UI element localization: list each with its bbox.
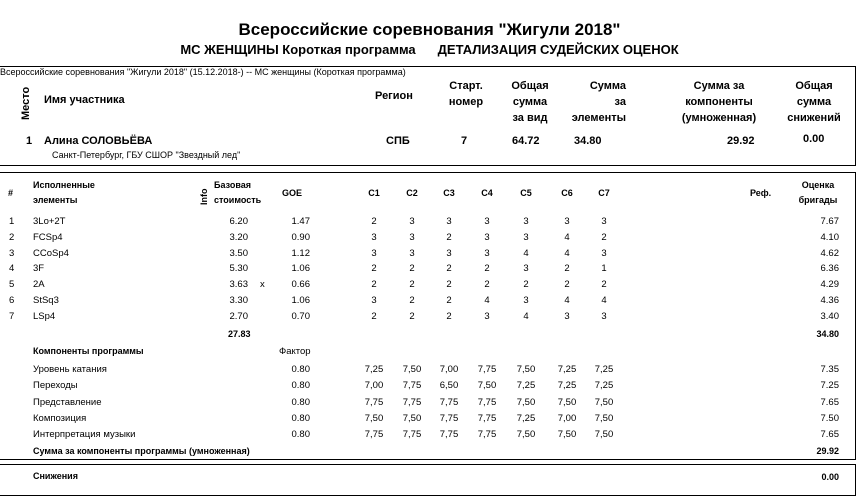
component-factor: 0.80 <box>291 429 310 440</box>
judge-mark: 3 <box>409 216 415 227</box>
element-goe: 0.66 <box>291 279 310 291</box>
judge-mark: 7,75 <box>477 429 497 440</box>
judge-mark: 3 <box>523 263 529 275</box>
element-goe: 1.06 <box>291 263 310 275</box>
element-goe: 1.12 <box>291 247 310 259</box>
judge-mark: 7,50 <box>516 364 536 375</box>
judge-mark: 2 <box>446 263 452 275</box>
components-total-label: Сумма за компоненты программы (умноженная) <box>33 446 250 456</box>
info-header: Info <box>199 188 209 205</box>
judge-mark: 7,50 <box>594 397 614 408</box>
judge-mark: 7,50 <box>402 364 422 375</box>
deductions-label: Снижения <box>33 471 78 481</box>
judge-mark: 2 <box>564 279 570 291</box>
judge-mark: 7,75 <box>402 397 422 408</box>
event-line: Всероссийские соревнования "Жигули 2018" (15.12.2018-) -- МС женщины (Короткая программа) <box>0 67 406 77</box>
judge-header: С4 <box>481 188 493 198</box>
judge-mark: 2 <box>446 231 452 243</box>
judge-mark: 4 <box>601 295 607 306</box>
component-name: Уровень катания <box>33 364 107 375</box>
elements-header: Сумма за элементы <box>571 80 626 124</box>
judge-header: С5 <box>520 188 532 198</box>
judge-mark: 7,00 <box>557 413 577 424</box>
skater-name: Алина СОЛОВЬЁВА <box>44 135 153 147</box>
element-name: 3Lo+2T <box>33 216 66 227</box>
judge-mark: 7,50 <box>477 380 497 391</box>
judge-mark: 7,25 <box>516 380 536 391</box>
judge-mark: 4 <box>564 247 570 259</box>
judge-mark: 3 <box>523 295 529 306</box>
judge-mark: 7,75 <box>402 380 422 391</box>
element-score: 4.62 <box>820 247 839 259</box>
element-num: 7 <box>9 310 15 322</box>
element-score: 7.67 <box>820 216 839 227</box>
component-factor: 0.80 <box>291 413 310 424</box>
judge-mark: 3 <box>446 216 452 227</box>
element-num: 1 <box>9 216 15 227</box>
judge-mark: 7,00 <box>364 380 384 391</box>
skater-club: Санкт-Петербург, ГБУ СШОР "Звездный лед" <box>52 150 241 160</box>
component-name: Переходы <box>33 380 78 391</box>
judge-mark: 4 <box>564 295 570 306</box>
page-subtitle <box>0 42 859 57</box>
judge-mark: 2 <box>409 263 415 275</box>
element-base: 3.30 <box>229 295 248 306</box>
judge-mark: 3 <box>564 216 570 227</box>
judge-mark: 2 <box>409 295 415 306</box>
judge-mark: 7,75 <box>364 429 384 440</box>
component-score: 7.25 <box>820 380 839 391</box>
judge-mark: 2 <box>446 310 452 322</box>
elements-total-base: 27.83 <box>228 329 251 339</box>
judge-mark: 7,50 <box>557 429 577 440</box>
judge-mark: 3 <box>523 216 529 227</box>
judge-header: С3 <box>443 188 455 198</box>
judge-mark: 7,25 <box>364 364 384 375</box>
element-base: 3.63 <box>229 279 248 291</box>
element-score: 4.10 <box>820 231 839 243</box>
element-base: 2.70 <box>229 310 248 322</box>
judge-mark: 3 <box>484 231 490 243</box>
element-goe: 1.06 <box>291 295 310 306</box>
page-title: Всероссийские соревнования "Жигули 2018" <box>238 20 621 39</box>
judge-mark: 2 <box>409 310 415 322</box>
elements-total-score: 34.80 <box>816 329 839 339</box>
judge-mark: 3 <box>484 247 490 259</box>
skater-place: 1 <box>26 135 33 147</box>
judge-mark: 3 <box>523 231 529 243</box>
element-base: 3.20 <box>229 231 248 243</box>
judge-mark: 3 <box>601 247 607 259</box>
element-name: 3F <box>33 263 45 275</box>
element-score: 6.36 <box>820 263 839 275</box>
judge-mark: 2 <box>446 295 452 306</box>
element-goe: 1.47 <box>291 216 310 227</box>
judge-mark: 7,50 <box>364 413 384 424</box>
element-score: 4.29 <box>820 279 839 291</box>
judge-mark: 7,50 <box>402 413 422 424</box>
judge-mark: 7,75 <box>402 429 422 440</box>
element-name: 2A <box>33 279 45 291</box>
details-box <box>0 172 856 460</box>
element-base: 3.50 <box>229 247 248 259</box>
judge-mark: 3 <box>371 295 377 306</box>
element-goe: 0.70 <box>291 310 310 322</box>
judge-mark: 3 <box>409 231 415 243</box>
element-goe: 0.90 <box>291 231 310 243</box>
judge-mark: 4 <box>564 231 570 243</box>
num-header: # <box>8 188 14 198</box>
skater-deductions: 0.00 <box>803 133 825 145</box>
judge-mark: 3 <box>601 310 607 322</box>
judge-mark: 7,25 <box>594 364 614 375</box>
judge-mark: 2 <box>409 279 415 291</box>
component-score: 7.35 <box>820 364 839 375</box>
judge-mark: 2 <box>564 263 570 275</box>
judge-mark: 7,75 <box>477 364 497 375</box>
element-num: 5 <box>9 279 15 291</box>
deductions-header: Общая сумма снижений <box>787 80 841 124</box>
element-score: 4.36 <box>820 295 839 306</box>
judge-mark: 1 <box>601 263 607 275</box>
element-score: 3.40 <box>820 310 839 322</box>
judge-mark: 7,50 <box>557 397 577 408</box>
element-name: LSp4 <box>33 310 56 322</box>
element-name: CCoSp4 <box>33 247 69 259</box>
judge-mark: 3 <box>564 310 570 322</box>
factor-header: Фактор <box>279 346 311 357</box>
judge-mark: 7,00 <box>439 364 459 375</box>
judge-mark: 3 <box>371 231 377 243</box>
deductions-box <box>0 464 856 496</box>
component-name: Интерпретация музыки <box>33 429 136 440</box>
element-info: x <box>260 279 265 291</box>
components-title: Компоненты программы <box>33 346 144 356</box>
element-num: 2 <box>9 231 15 243</box>
judge-mark: 7,50 <box>594 429 614 440</box>
ref-header: Реф. <box>750 188 772 198</box>
judge-mark: 2 <box>601 279 607 291</box>
judge-mark: 7,50 <box>516 429 536 440</box>
judge-mark: 7,25 <box>557 380 577 391</box>
component-factor: 0.80 <box>291 397 310 408</box>
component-score: 7.65 <box>820 397 839 408</box>
judge-mark: 7,75 <box>439 429 459 440</box>
goe-header: GOE <box>282 188 303 198</box>
deductions-total: 0.00 <box>821 472 839 482</box>
start-no-header: Старт. номер <box>448 80 484 108</box>
base-header: Базовая стоимость <box>214 180 262 205</box>
judge-mark: 3 <box>484 216 490 227</box>
component-name: Композиция <box>33 413 87 424</box>
judge-mark: 4 <box>523 310 529 322</box>
judge-mark: 7,75 <box>364 397 384 408</box>
components-total: 29.92 <box>816 446 839 456</box>
judge-mark: 2 <box>523 279 529 291</box>
judge-mark: 7,75 <box>477 397 497 408</box>
judge-mark: 2 <box>484 279 490 291</box>
subtitle-right: ДЕТАЛИЗАЦИЯ СУДЕЙСКИХ ОЦЕНОК <box>437 42 679 57</box>
subtitle-left: МС ЖЕНЩИНЫ Короткая программа <box>180 42 416 57</box>
skater-start-no: 7 <box>461 135 468 147</box>
judge-mark: 7,50 <box>594 413 614 424</box>
judge-mark: 2 <box>446 279 452 291</box>
judge-mark: 3 <box>371 247 377 259</box>
skater-elements: 34.80 <box>574 135 602 147</box>
judge-header: С2 <box>406 188 418 198</box>
element-name: StSq3 <box>33 295 59 306</box>
region-header: Регион <box>375 90 413 102</box>
component-factor: 0.80 <box>291 380 310 391</box>
judge-mark: 7,75 <box>477 413 497 424</box>
judge-mark: 7,25 <box>516 413 536 424</box>
judge-mark: 3 <box>446 247 452 259</box>
score-header: Оценка бригады <box>798 180 838 205</box>
element-header: Исполненные элементы <box>33 180 95 205</box>
judge-mark: 7,75 <box>439 397 459 408</box>
judge-mark: 3 <box>409 247 415 259</box>
judge-mark: 4 <box>523 247 529 259</box>
components-header: Сумма за компоненты (умноженная) <box>681 80 757 124</box>
judge-header: С6 <box>561 188 573 198</box>
judge-mark: 7,75 <box>439 413 459 424</box>
judge-mark: 2 <box>371 310 377 322</box>
judge-mark: 2 <box>371 279 377 291</box>
total-header: Общая сумма за вид <box>511 80 549 124</box>
judge-mark: 7,50 <box>516 397 536 408</box>
component-score: 7.50 <box>820 413 839 424</box>
judge-mark: 2 <box>601 231 607 243</box>
judge-mark: 2 <box>484 263 490 275</box>
element-num: 3 <box>9 247 15 259</box>
judge-mark: 6,50 <box>439 380 459 391</box>
judge-mark: 2 <box>371 216 377 227</box>
judge-mark: 4 <box>484 295 490 306</box>
place-header: Место <box>20 86 32 120</box>
judge-mark: 7,25 <box>594 380 614 391</box>
element-base: 5.30 <box>229 263 248 275</box>
judge-mark: 7,25 <box>557 364 577 375</box>
element-num: 6 <box>9 295 15 306</box>
component-score: 7.65 <box>820 429 839 440</box>
element-name: FCSp4 <box>33 231 63 243</box>
component-name: Представление <box>33 397 102 408</box>
skater-components: 29.92 <box>727 135 755 147</box>
component-factor: 0.80 <box>291 364 310 375</box>
judge-mark: 2 <box>371 263 377 275</box>
judge-header: С1 <box>368 188 380 198</box>
judge-mark: 3 <box>601 216 607 227</box>
judge-mark: 3 <box>484 310 490 322</box>
skater-region: СПБ <box>386 135 410 147</box>
skater-total: 64.72 <box>512 135 540 147</box>
element-num: 4 <box>9 263 15 275</box>
element-base: 6.20 <box>229 216 248 227</box>
judge-header: С7 <box>598 188 610 198</box>
name-header: Имя участника <box>44 94 125 106</box>
